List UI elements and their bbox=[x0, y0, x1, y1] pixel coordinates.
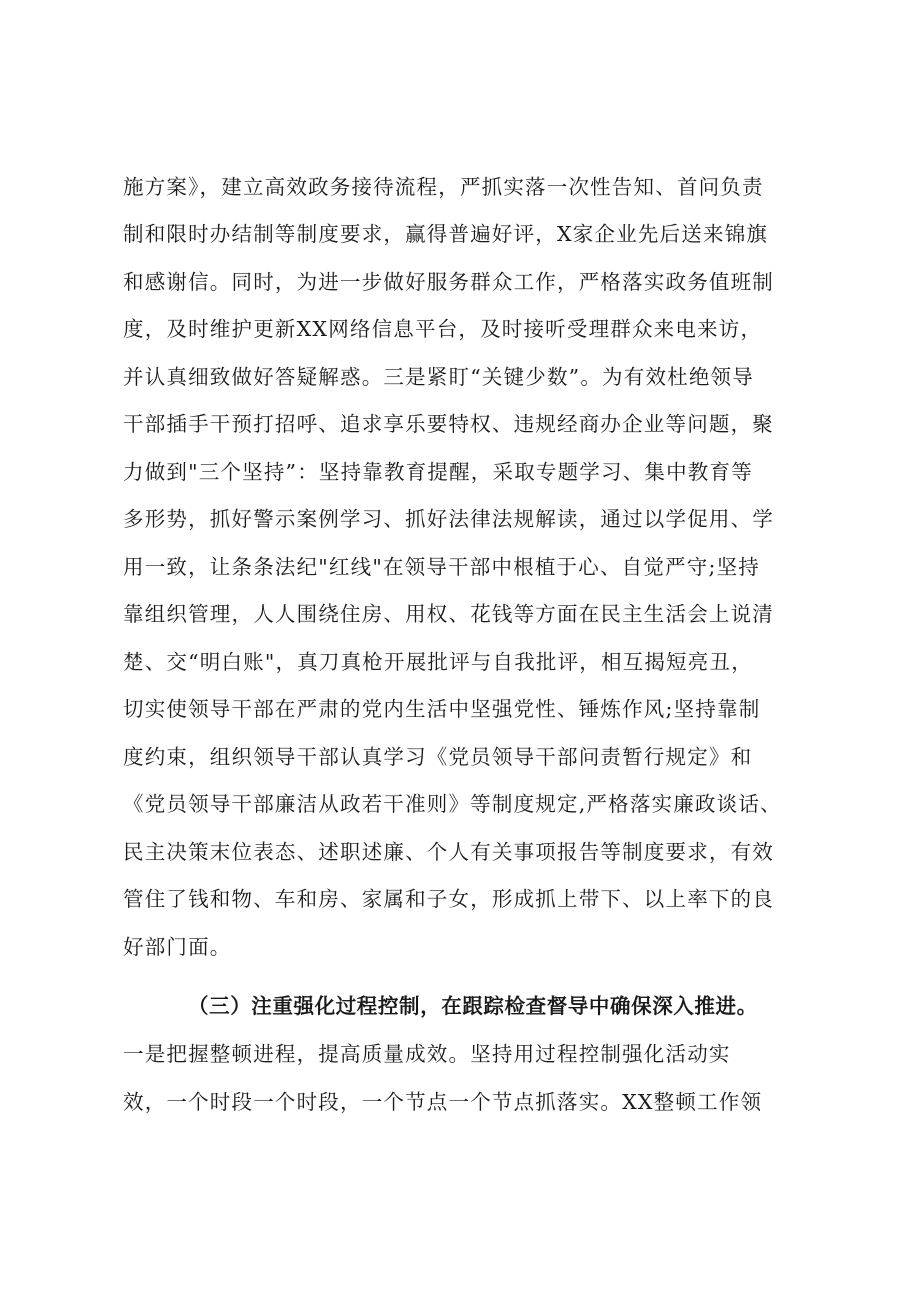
body-line-13: 度约束，组织领导干部认真学习《党员领导干部问责暂行规定》和 bbox=[123, 745, 753, 769]
body-line-5: 并认真细致做好答疑解惑。三是紧盯“关键少数”。为有效杜绝领导 bbox=[123, 365, 754, 389]
body-line-4: 度，及时维护更新XX网络信息平台，及时接听受理群众来电来访， bbox=[123, 317, 763, 341]
body-line-9: 用一致，让条条法纪"红线"在领导干部中根植于心、自觉严守;坚持 bbox=[123, 555, 760, 579]
section-heading: （三）注重强化过程控制，在跟踪检查督导中确保深入推进。 bbox=[188, 994, 758, 1018]
body-line-14: 《党员领导干部廉洁从政若干准则》等制度规定,严格落实廉政谈话、 bbox=[123, 792, 782, 816]
body-line-12: 切实使领导干部在严肃的党内生活中坚强党性、锤炼作风;坚持靠制 bbox=[123, 697, 761, 721]
body-line-10: 靠组织管理，人人围绕住房、用权、花钱等方面在民主生活会上说清 bbox=[123, 602, 774, 626]
body-line-3: 和感谢信。同时，为进一步做好服务群众工作，严格落实政务值班制 bbox=[123, 270, 774, 294]
body-line-15: 民主决策末位表态、述职述廉、个人有关事项报告等制度要求，有效 bbox=[123, 840, 774, 864]
body-line-7: 力做到"三个坚持”：坚持靠教育提醒，采取专题学习、集中教育等 bbox=[123, 460, 753, 484]
body-line-17: 好部门面。 bbox=[123, 935, 232, 959]
body-line-19: 效，一个时段一个时段，一个节点一个节点抓落实。XX整顿工作领 bbox=[123, 1090, 763, 1114]
body-line-8: 多形势，抓好警示案例学习、抓好法律法规解读，通过以学促用、学 bbox=[123, 507, 774, 531]
body-line-16: 管住了钱和物、车和房、家属和子女，形成抓上带下、以上率下的良 bbox=[123, 887, 774, 911]
body-line-18: 一是把握整顿进程，提高质量成效。坚持用过程控制强化活动实 bbox=[123, 1042, 731, 1066]
body-line-1: 施方案》，建立高效政务接待流程，严抓实落一次性告知、首问负责 bbox=[123, 175, 764, 199]
body-line-2: 制和限时办结制等制度要求，赢得普遍好评，X家企业先后送来锦旗 bbox=[123, 222, 769, 246]
body-line-11: 楚、交“明白账"，真刀真枪开展批评与自我批评，相互揭短亮丑， bbox=[123, 650, 753, 674]
body-line-6: 干部插手干预打招呼、追求享乐要特权、违规经商办企业等问题，聚 bbox=[123, 412, 774, 436]
